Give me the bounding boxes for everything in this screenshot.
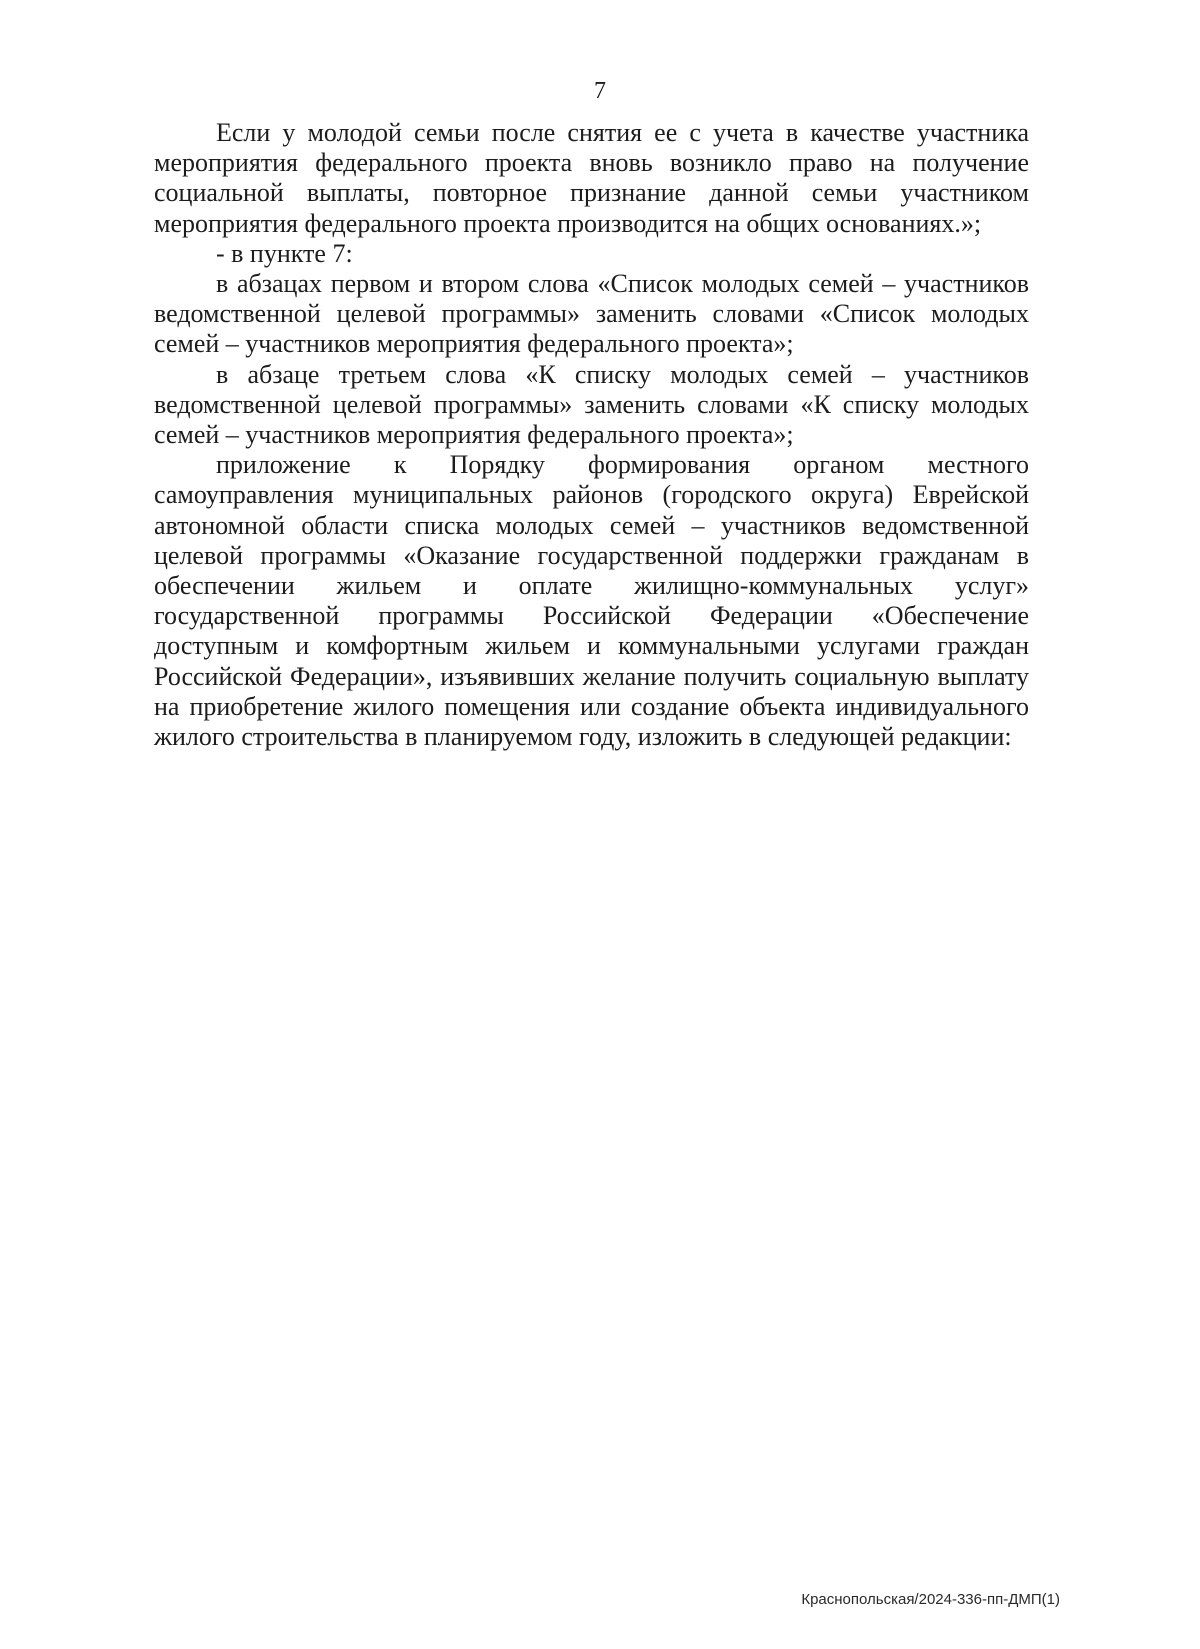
- paragraph: приложение к Порядку формирования органом местного самоуправления муниципальных районов (городского округа) Еврейской автономной области списка молодых семей – участников ведомственной целевой программы «Оказание государственной поддержки гражданам в обеспечении жильем и оплате жилищно-коммунальных услуг» государственной программы Российской Федерации «Обеспечение доступным и комфортным жильем и коммунальными услугами граждан Российской Федерации», изъявивших желание получить социальную выплату на приобретение жилого помещения или создание объекта индивидуального жилого строительства в планируемом году, изложить в следующей редакции:: [154, 450, 1029, 752]
- paragraph: - в пункте 7:: [216, 238, 353, 268]
- document-body: [154, 118, 1029, 752]
- paragraph: Если у молодой семьи после снятия ее с учета в качестве участника мероприятия федерального проекта вновь возникло право на получение социальной выплаты, повторное признание данной семьи участником мероприятия федерального проекта производится на общих основаниях.»;: [154, 118, 1029, 238]
- footer-reference: Краснопольская/2024-336-пп-ДМП(1): [801, 1591, 1060, 1608]
- paragraph: в абзаце третьем слова «К списку молодых семей – участников ведомственной целевой программы» заменить словами «К списку молодых семей – участников мероприятия федерального проекта»;: [154, 359, 1029, 450]
- paragraph: в абзацах первом и втором слова «Список молодых семей – участников ведомственной целевой программы» заменить словами «Список молодых семей – участников мероприятия федерального проекта»;: [154, 269, 1029, 359]
- page-number: 7: [594, 78, 606, 104]
